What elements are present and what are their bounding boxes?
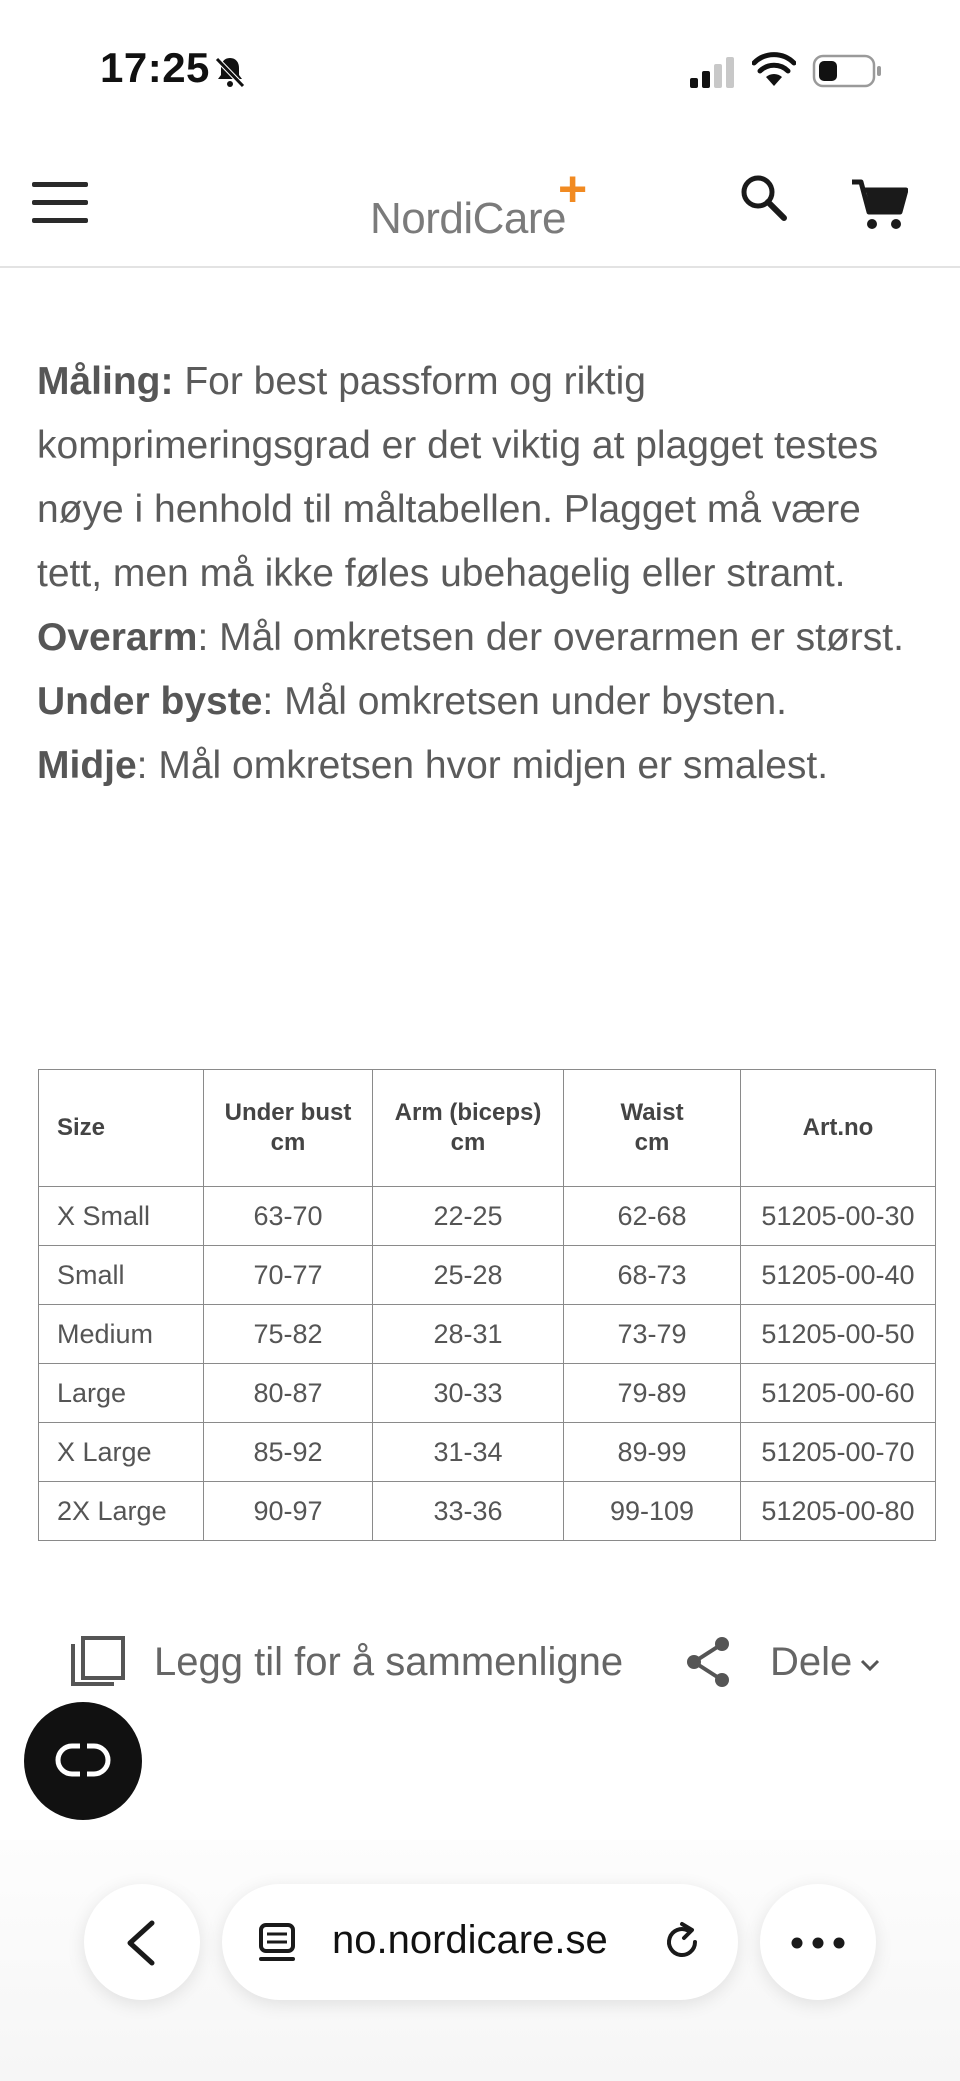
header-under-bust-unit: cm xyxy=(270,1129,306,1156)
table-cell: 79-89 xyxy=(564,1364,741,1423)
address-bar[interactable] xyxy=(222,1884,738,2000)
table-row xyxy=(39,1187,936,1246)
floating-link-button[interactable] xyxy=(24,1702,142,1820)
under-bust-label: Under byste xyxy=(37,680,263,723)
table-cell: 51205-00-70 xyxy=(741,1423,936,1482)
table-cell: 51205-00-40 xyxy=(741,1246,936,1305)
share-label: Dele xyxy=(770,1639,853,1684)
header-arm xyxy=(373,1070,564,1187)
chevron-left-icon xyxy=(122,1920,158,1966)
header-waist-unit: cm xyxy=(634,1129,670,1156)
header-size-label: Size xyxy=(57,1114,106,1141)
wifi-icon xyxy=(752,52,796,88)
table-cell: 99-109 xyxy=(564,1482,741,1541)
upper-arm-text: : Mål omkretsen der overarmen er størst. xyxy=(197,616,904,659)
table-cell: 51205-00-60 xyxy=(741,1364,936,1423)
table-header-row xyxy=(39,1070,936,1187)
header-waist xyxy=(564,1070,741,1187)
table-cell: 70-77 xyxy=(204,1246,373,1305)
header-under-bust xyxy=(204,1070,373,1187)
header-arm-label: Arm (biceps) xyxy=(394,1099,542,1126)
table-cell: 30-33 xyxy=(373,1364,564,1423)
logo-text: NordiCare xyxy=(370,194,567,243)
table-cell: 89-99 xyxy=(564,1423,741,1482)
share-icon xyxy=(684,1636,732,1688)
site-header xyxy=(0,140,960,268)
table-cell: 25-28 xyxy=(373,1246,564,1305)
table-cell: 51205-00-50 xyxy=(741,1305,936,1364)
shopping-cart-icon[interactable] xyxy=(850,178,908,232)
table-row xyxy=(39,1305,936,1364)
upper-arm-paragraph xyxy=(37,606,927,670)
waist-label: Midje xyxy=(37,744,137,787)
header-under-bust-label: Under bust xyxy=(224,1099,352,1126)
battery-icon xyxy=(812,54,882,88)
table-cell: X Small xyxy=(39,1187,204,1246)
header-size xyxy=(39,1070,204,1187)
link-icon xyxy=(54,1738,112,1782)
more-options-button[interactable] xyxy=(760,1884,876,2000)
cellular-signal-icon xyxy=(688,56,738,88)
table-cell: 80-87 xyxy=(204,1364,373,1423)
waist-text: : Mål omkretsen hvor midjen er smalest. xyxy=(136,744,829,787)
table-cell: 51205-00-30 xyxy=(741,1187,936,1246)
table-row xyxy=(39,1423,936,1482)
status-bar xyxy=(0,0,960,140)
measurement-label: Måling: xyxy=(37,360,174,403)
table-cell: 62-68 xyxy=(564,1187,741,1246)
table-cell: 22-25 xyxy=(373,1187,564,1246)
table-cell: 73-79 xyxy=(564,1305,741,1364)
upper-arm-label: Overarm xyxy=(37,616,198,659)
more-dots-icon xyxy=(790,1936,846,1950)
measurement-text: For best passform og riktig komprimeringsgrad er det viktig at plagget testes nøye i henhold til måltabellen. Plagget må være tett, men må ikke føles ubehagelig eller stramt. xyxy=(37,360,879,595)
page-menu-icon xyxy=(258,1922,300,1964)
status-time: 17:25 xyxy=(100,44,210,91)
back-button[interactable] xyxy=(84,1884,200,2000)
table-cell: Medium xyxy=(39,1305,204,1364)
table-row xyxy=(39,1246,936,1305)
table-cell: Large xyxy=(39,1364,204,1423)
table-row xyxy=(39,1364,936,1423)
table-cell: 33-36 xyxy=(373,1482,564,1541)
compare-icon xyxy=(70,1636,126,1688)
hamburger-menu-icon[interactable] xyxy=(32,180,90,226)
table-cell: 75-82 xyxy=(204,1305,373,1364)
measurement-paragraph xyxy=(37,350,927,606)
table-cell: 85-92 xyxy=(204,1423,373,1482)
header-arm-unit: cm xyxy=(450,1129,486,1156)
url-text: no.nordicare.se xyxy=(332,1918,608,1962)
header-art-no-label: Art.no xyxy=(802,1114,874,1141)
under-bust-paragraph xyxy=(37,670,927,734)
header-waist-label: Waist xyxy=(620,1099,684,1126)
search-icon[interactable] xyxy=(738,172,790,224)
measurement-instructions xyxy=(37,350,927,798)
table-cell: 28-31 xyxy=(373,1305,564,1364)
table-cell: 90-97 xyxy=(204,1482,373,1541)
reload-icon[interactable] xyxy=(660,1920,704,1964)
table-cell: 2X Large xyxy=(39,1482,204,1541)
table-cell: 51205-00-80 xyxy=(741,1482,936,1541)
table-cell: 31-34 xyxy=(373,1423,564,1482)
logo-plus: + xyxy=(558,161,588,217)
table-cell: X Large xyxy=(39,1423,204,1482)
bell-slash-icon xyxy=(212,54,248,90)
table-cell: Small xyxy=(39,1246,204,1305)
compare-label: Legg til for å sammenligne xyxy=(154,1639,624,1684)
add-to-compare-button[interactable] xyxy=(70,1632,623,1692)
size-chart-table xyxy=(38,1069,936,1541)
header-art-no xyxy=(741,1070,936,1187)
waist-paragraph xyxy=(37,734,927,798)
nordicare-logo[interactable] xyxy=(370,161,590,250)
share-button[interactable] xyxy=(684,1632,880,1692)
table-row xyxy=(39,1482,936,1541)
under-bust-text: : Mål omkretsen under bysten. xyxy=(262,680,787,723)
table-cell: 68-73 xyxy=(564,1246,741,1305)
table-cell: 63-70 xyxy=(204,1187,373,1246)
chevron-down-icon xyxy=(860,1658,880,1672)
